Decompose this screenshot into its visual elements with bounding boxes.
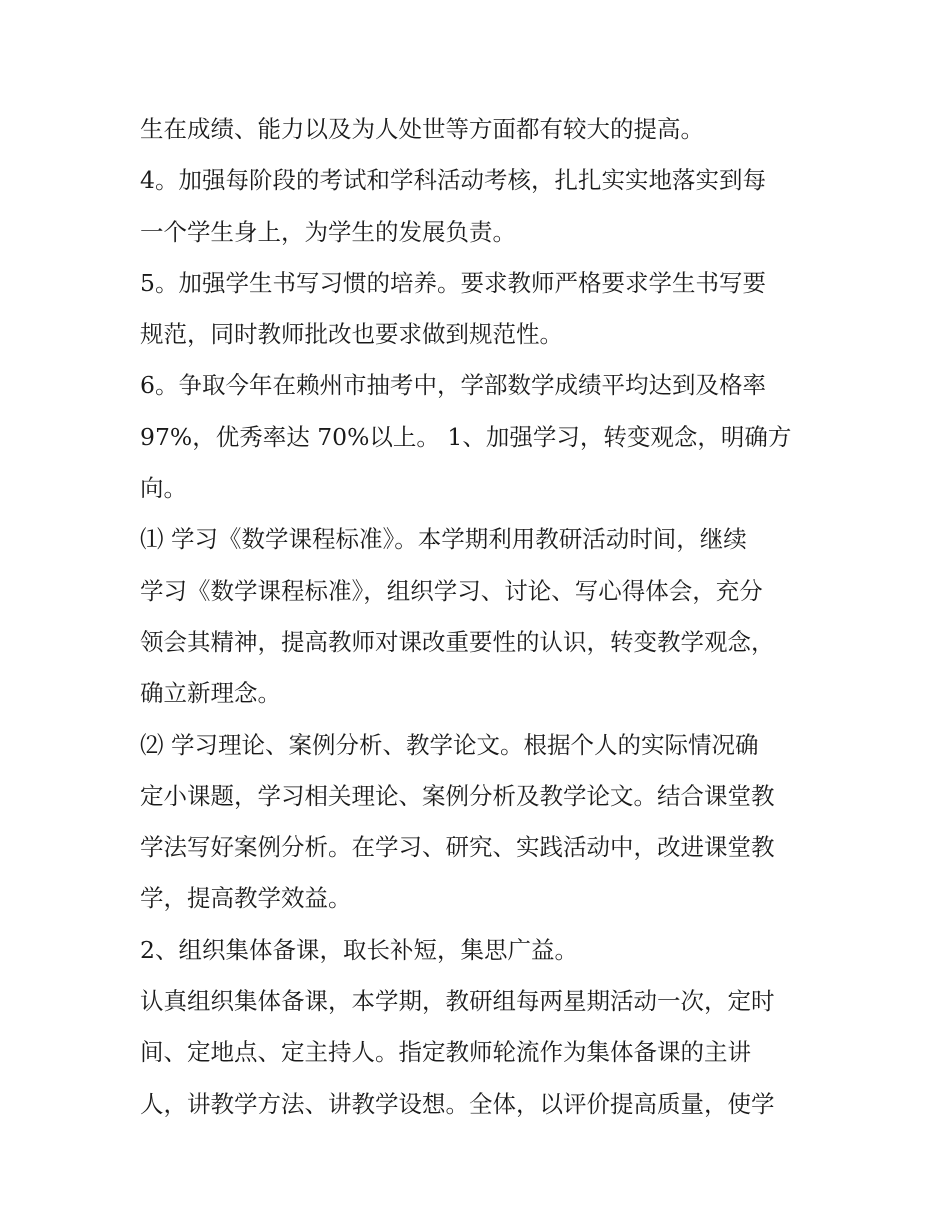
text-line: ⑵ 学习理论、案例分析、教学论文。根据个人的实际情况确 xyxy=(140,730,759,759)
text-line: 一个学生身上，为学生的发展负责。 xyxy=(140,217,516,246)
text-line: 6。争取今年在赖州市抽考中，学部数学成绩平均达到及格率 xyxy=(140,371,766,400)
document-body xyxy=(140,104,820,1130)
text-line: 定小课题，学习相关理论、案例分析及教学论文。结合课堂教 xyxy=(140,781,775,810)
text-line: 生在成绩、能力以及为人处世等方面都有较大的提高。 xyxy=(140,115,704,143)
text-line: 4。加强每阶段的考试和学科活动考核，扎扎实实地落实到每 xyxy=(140,166,766,195)
text-line: 学法写好案例分析。在学习、研究、实践活动中，改进课堂教 xyxy=(140,833,775,862)
text-line: 认真组织集体备课，本学期，教研组每两星期活动一次，定时 xyxy=(140,987,775,1016)
text-line: 人，讲教学方法、讲教学设想。全体，以评价提高质量，使学 xyxy=(140,1089,775,1118)
text-line: 学习《数学课程标准》，组织学习、讨论、写心得体会，充分 xyxy=(140,576,763,605)
text-line: 向。 xyxy=(140,474,187,503)
text-line: 间、定地点、定主持人。指定教师轮流作为集体备课的主讲 xyxy=(140,1038,751,1067)
text-line: 97%，优秀率达 70%以上。 1、加强学习，转变观念，明确方 xyxy=(140,422,792,451)
text-line: 规范，同时教师批改也要求做到规范性。 xyxy=(140,320,563,349)
text-line: 领会其精神，提高教师对课改重要性的认识，转变教学观念， xyxy=(140,627,775,656)
text-line: 5。加强学生书写习惯的培养。要求教师严格要求学生书写要 xyxy=(140,268,766,297)
text-line: 确立新理念。 xyxy=(140,679,281,708)
text-line: 学，提高教学效益。 xyxy=(140,884,352,913)
text-line: 2、组织集体备课，取长补短，集思广益。 xyxy=(140,935,578,964)
text-line: ⑴ 学习《数学课程标准》。本学期利用教研活动时间，继续 xyxy=(140,525,747,554)
